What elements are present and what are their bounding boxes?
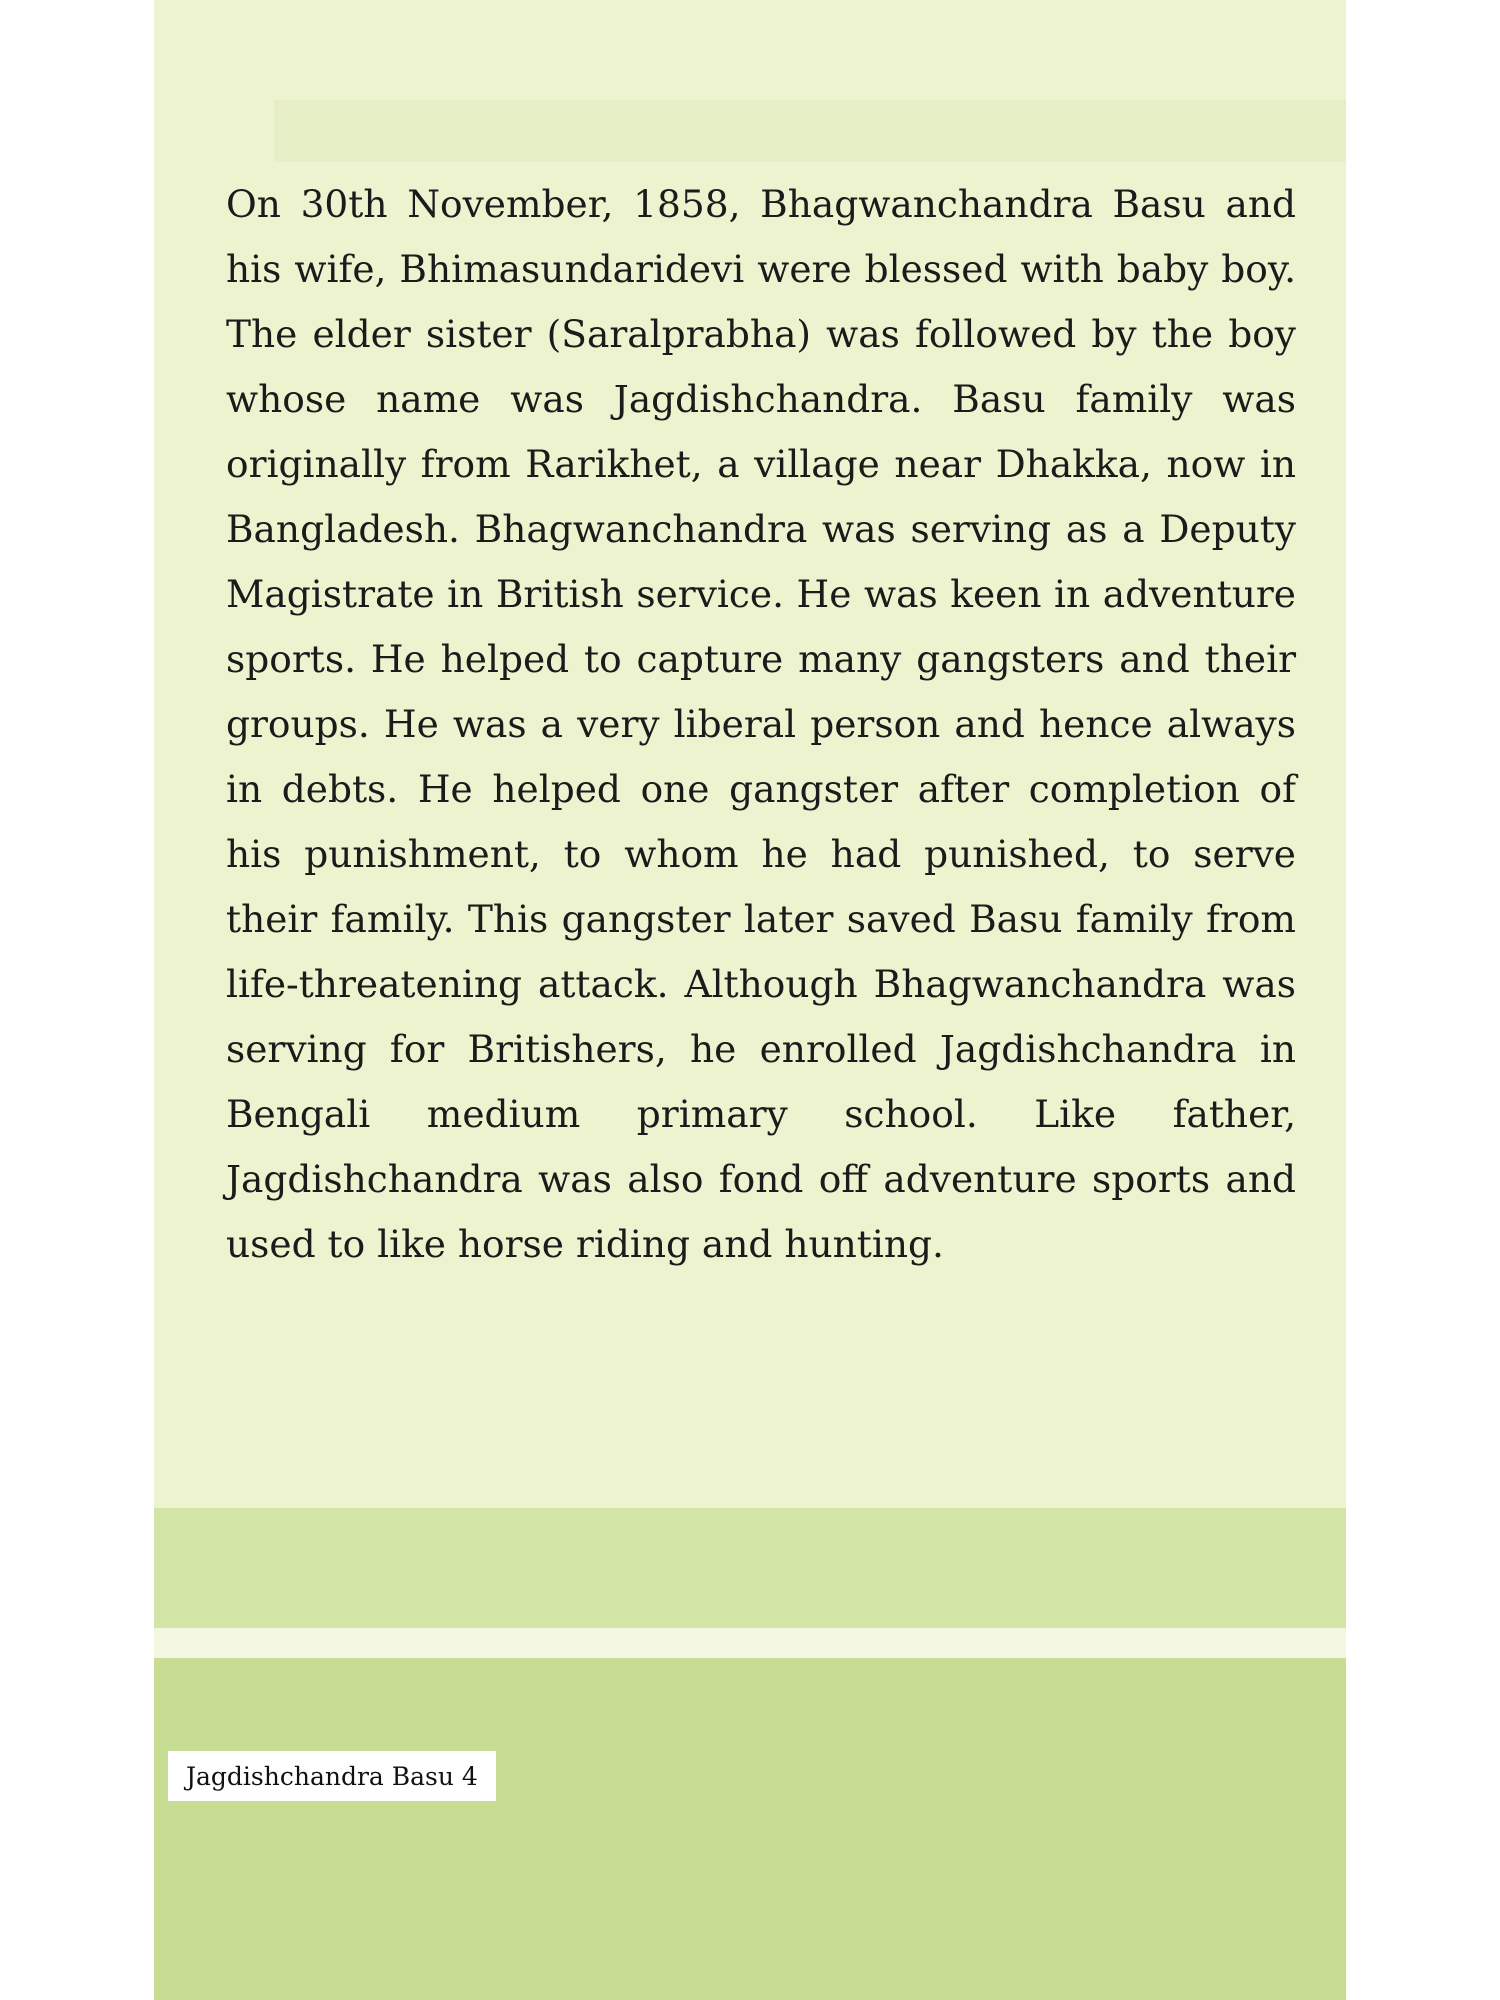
book-page [154,0,1346,2000]
page-footer-label: Jagdishchandra Basu 4 [168,1751,496,1801]
footer-band-dark [154,1658,1346,2000]
footer-band-light [154,1508,1346,1628]
body-paragraph: On 30th November, 1858, Bhagwanchandra Basu and his wife, Bhimasundaridevi were blessed with baby boy. The elder sister (Saralprabha) was followed by the boy whose name was Jagdishchandra. Basu family was originally from Rarikhet, a village near Dhakka, now in Bangladesh. Bhagwanchandra was serving as a Deputy Magistrate in British service. He was keen in adventure sports. He helped to capture many gangsters and their groups. He was a very liberal person and hence always in debts. He helped one gangster after completion of his punishment, to whom he had punished, to serve their family. This gangster later saved Basu family from life-threatening attack. Although Bhagwanchandra was serving for Britishers, he enrolled Jagdishchandra in Bengali medium primary school. Like father, Jagdishchandra was also fond off adventure sports and used to like horse riding and hunting. [226,182,1296,1266]
footer-band-stripe [154,1628,1346,1658]
bleed-through-header-band [274,100,1346,162]
